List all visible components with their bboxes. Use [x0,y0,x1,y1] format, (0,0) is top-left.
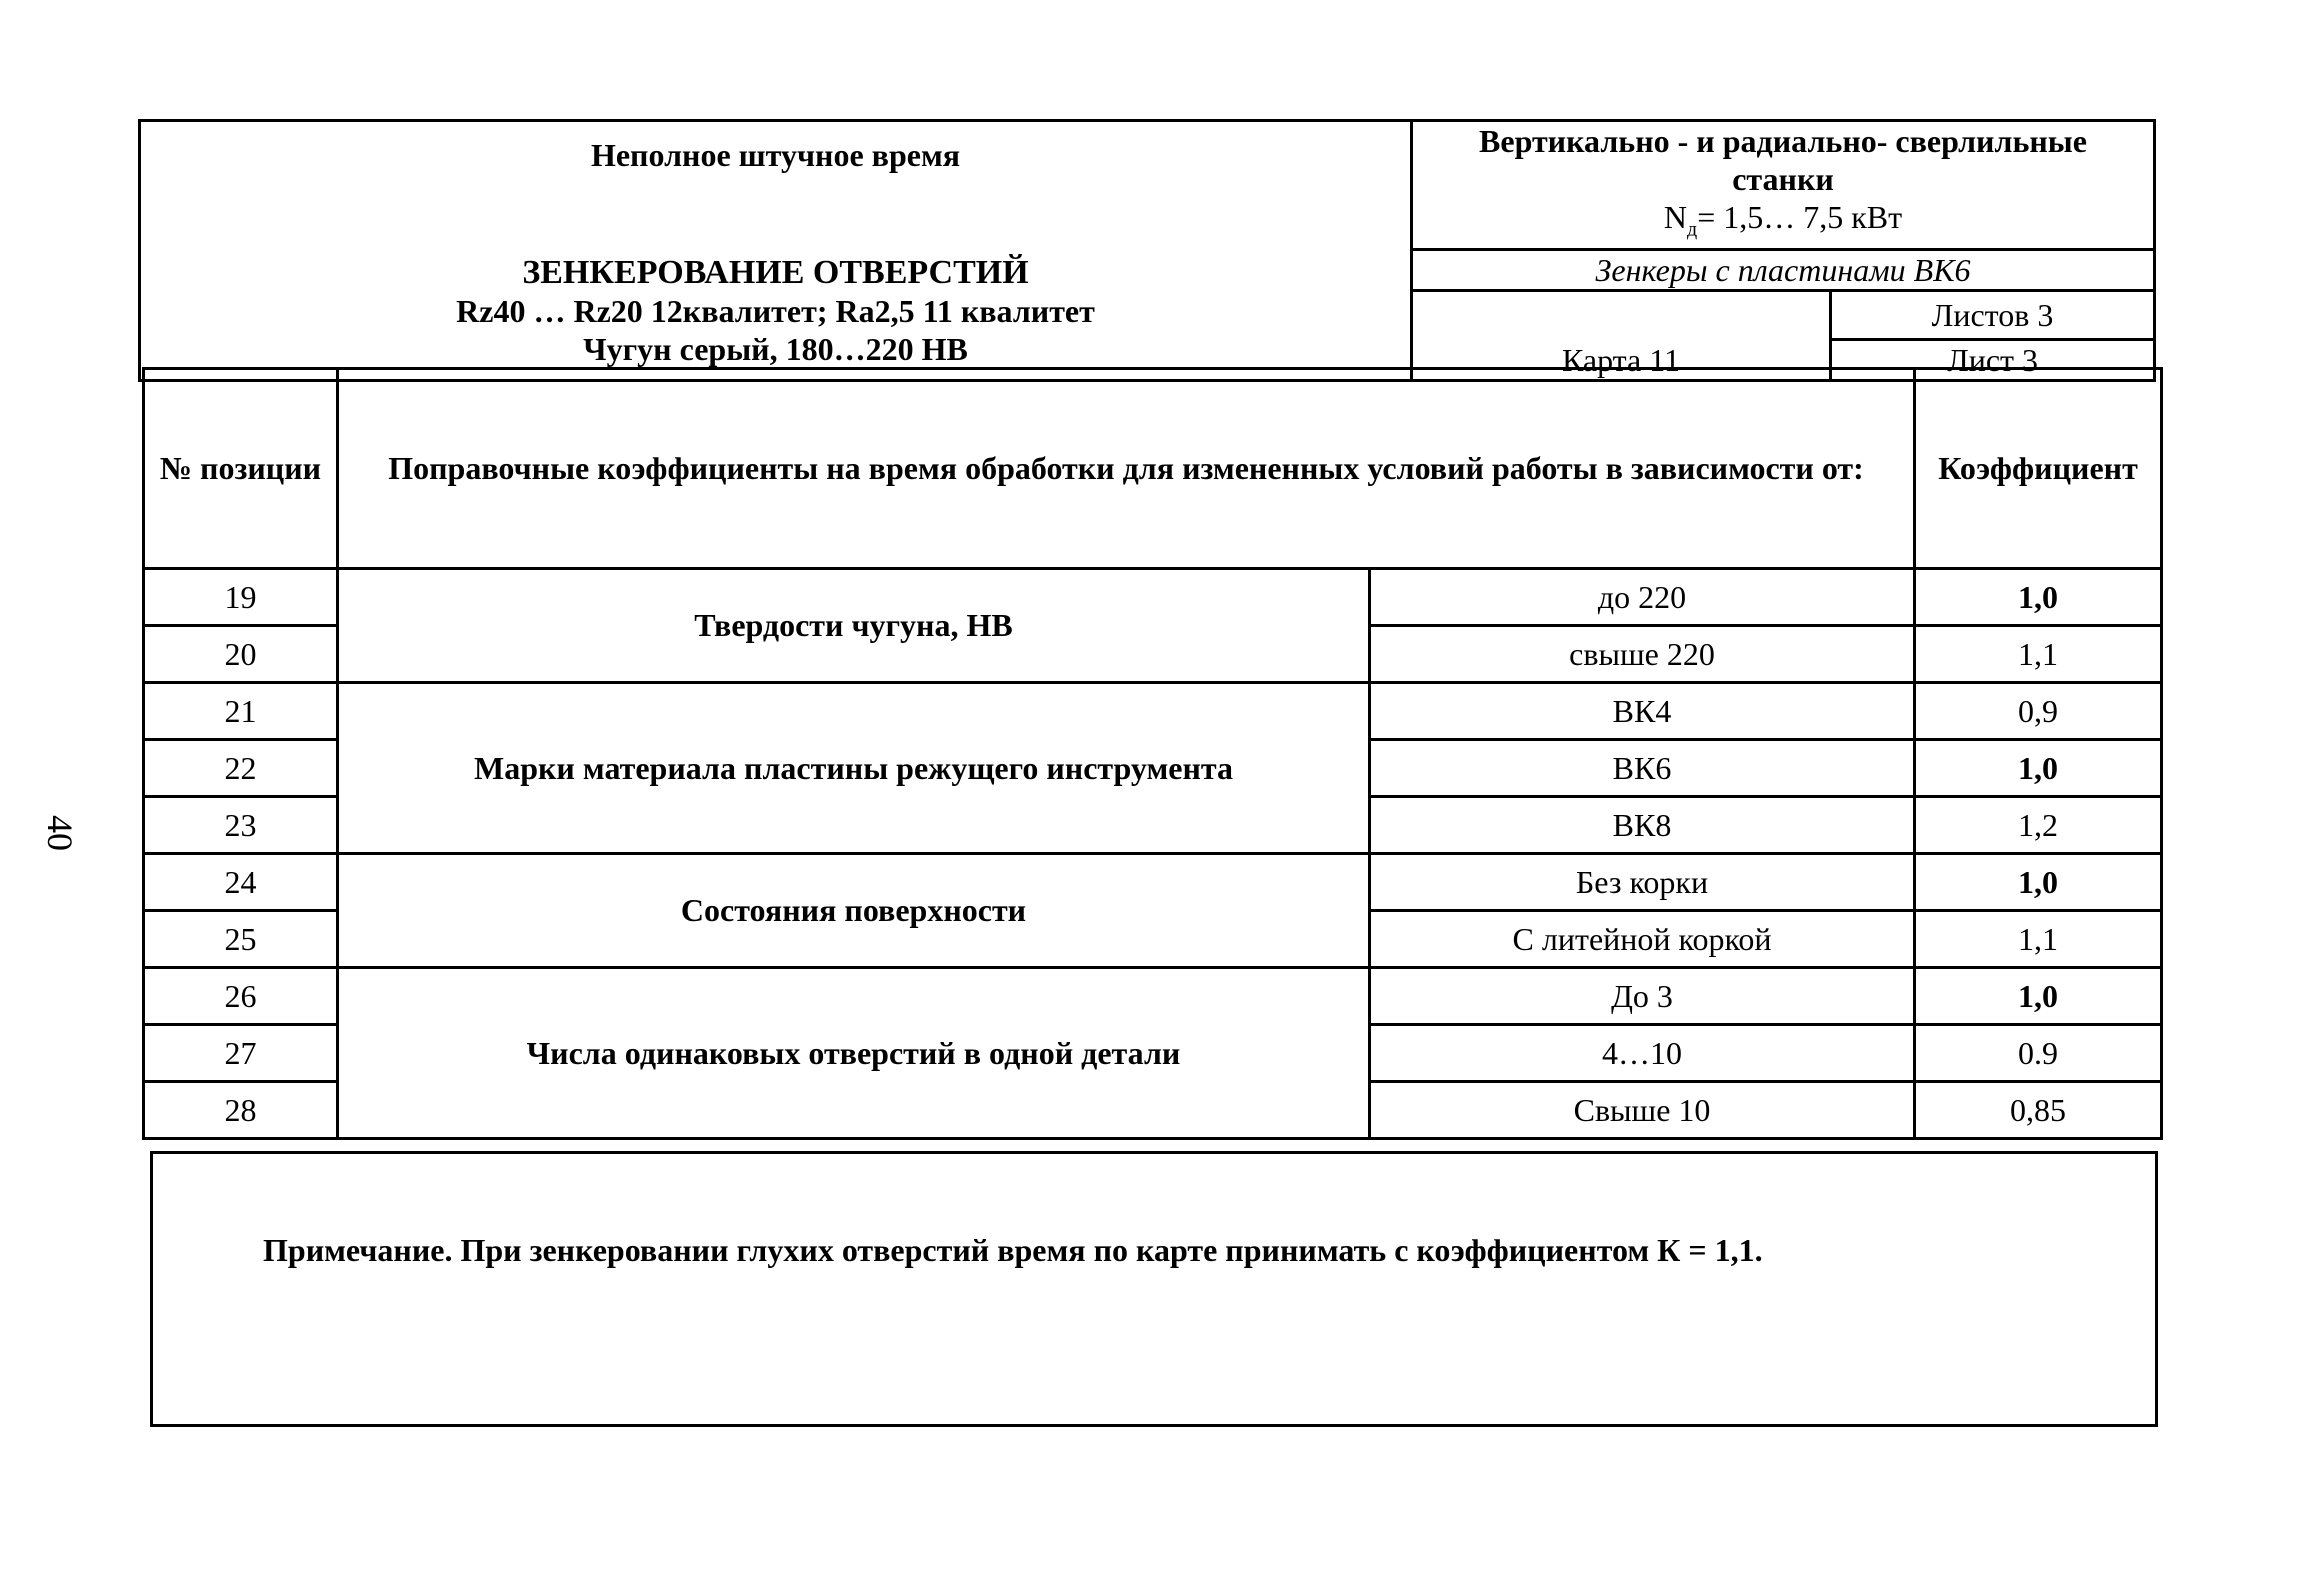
machines-line2: станки [1732,161,1834,197]
time-title: Неполное штучное время [590,137,961,173]
position-cell: 23 [144,797,338,854]
condition-cell: Свыше 10 [1370,1082,1915,1139]
coefficient-cell: 1,0 [1915,968,2162,1025]
condition-cell: ВК6 [1370,740,1915,797]
position-cell: 20 [144,626,338,683]
position-cell: 27 [144,1025,338,1082]
power-symbol: N [1663,199,1687,235]
machines-line1: Вертикально - и радиально- сверлильные [1479,123,2087,159]
card-cell: Карта 11 [1412,291,1831,381]
page-number: 40 [40,815,80,851]
condition-cell: С литейной коркой [1370,911,1915,968]
note-box [150,1151,2158,1427]
table-row [144,683,2162,740]
coefficient-cell: 0,85 [1915,1082,2162,1139]
condition-cell: свыше 220 [1370,626,1915,683]
coefficient-cell: 1,0 [1915,740,2162,797]
group-name-cell: Состояния поверхности [338,854,1370,968]
note-text: Примечание. При зенкеровании глухих отверстий время по карте принимать с коэффициентом К = 1,1. [263,1232,1763,1268]
table-header-row [144,369,2162,569]
material-spec: Чугун серый, 180…220 НВ [583,331,968,367]
table-row [144,968,2162,1025]
position-cell: 19 [144,569,338,626]
power-range: = 1,5… 7,5 кВт [1697,199,1903,235]
table-row [144,569,2162,626]
col-factor-header: Поправочные коэффициенты на время обработки для измененных условий работы в зависимости от: [338,369,1915,569]
coefficient-cell: 0.9 [1915,1025,2162,1082]
condition-cell: ВК4 [1370,683,1915,740]
power-spec [1419,198,2147,248]
position-cell: 24 [144,854,338,911]
position-cell: 26 [144,968,338,1025]
group-name-cell: Марки материала пластины режущего инструмента [338,683,1370,854]
machines-cell [1412,121,2155,250]
accuracy-spec: Rz40 … Rz20 12квалитет; Ra2,5 11 квалитет [456,293,1095,329]
power-subscript: д [1687,218,1698,241]
coefficient-cell: 1,2 [1915,797,2162,854]
operation-title: ЗЕНКЕРОВАНИЕ ОТВЕРСТИЙ [522,254,1029,291]
condition-cell: ВК8 [1370,797,1915,854]
table-row [144,854,2162,911]
position-cell: 21 [144,683,338,740]
sheet-cell: Лист 3 [1831,340,2155,381]
header-table [138,119,2156,382]
condition-cell: Без корки [1370,854,1915,911]
coefficients-table [142,367,2163,1140]
coefficient-cell: 1,0 [1915,854,2162,911]
coefficient-cell: 0,9 [1915,683,2162,740]
tool-cell: Зенкеры с пластинами ВК6 [1412,250,2155,291]
col-coefficient-header: Коэффициент [1915,369,2162,569]
condition-cell: 4…10 [1370,1025,1915,1082]
position-cell: 22 [144,740,338,797]
position-cell: 25 [144,911,338,968]
condition-cell: до 220 [1370,569,1915,626]
coefficient-cell: 1,1 [1915,911,2162,968]
position-cell: 28 [144,1082,338,1139]
group-name-cell: Числа одинаковых отверстий в одной детали [338,968,1370,1139]
coefficient-cell: 1,0 [1915,569,2162,626]
group-name-cell: Твердости чугуна, НВ [338,569,1370,683]
condition-cell: До 3 [1370,968,1915,1025]
sheets-total-cell: Листов 3 [1831,291,2155,340]
header-title-cell [140,121,1412,381]
coefficient-cell: 1,1 [1915,626,2162,683]
col-position-header: № позиции [144,369,338,569]
